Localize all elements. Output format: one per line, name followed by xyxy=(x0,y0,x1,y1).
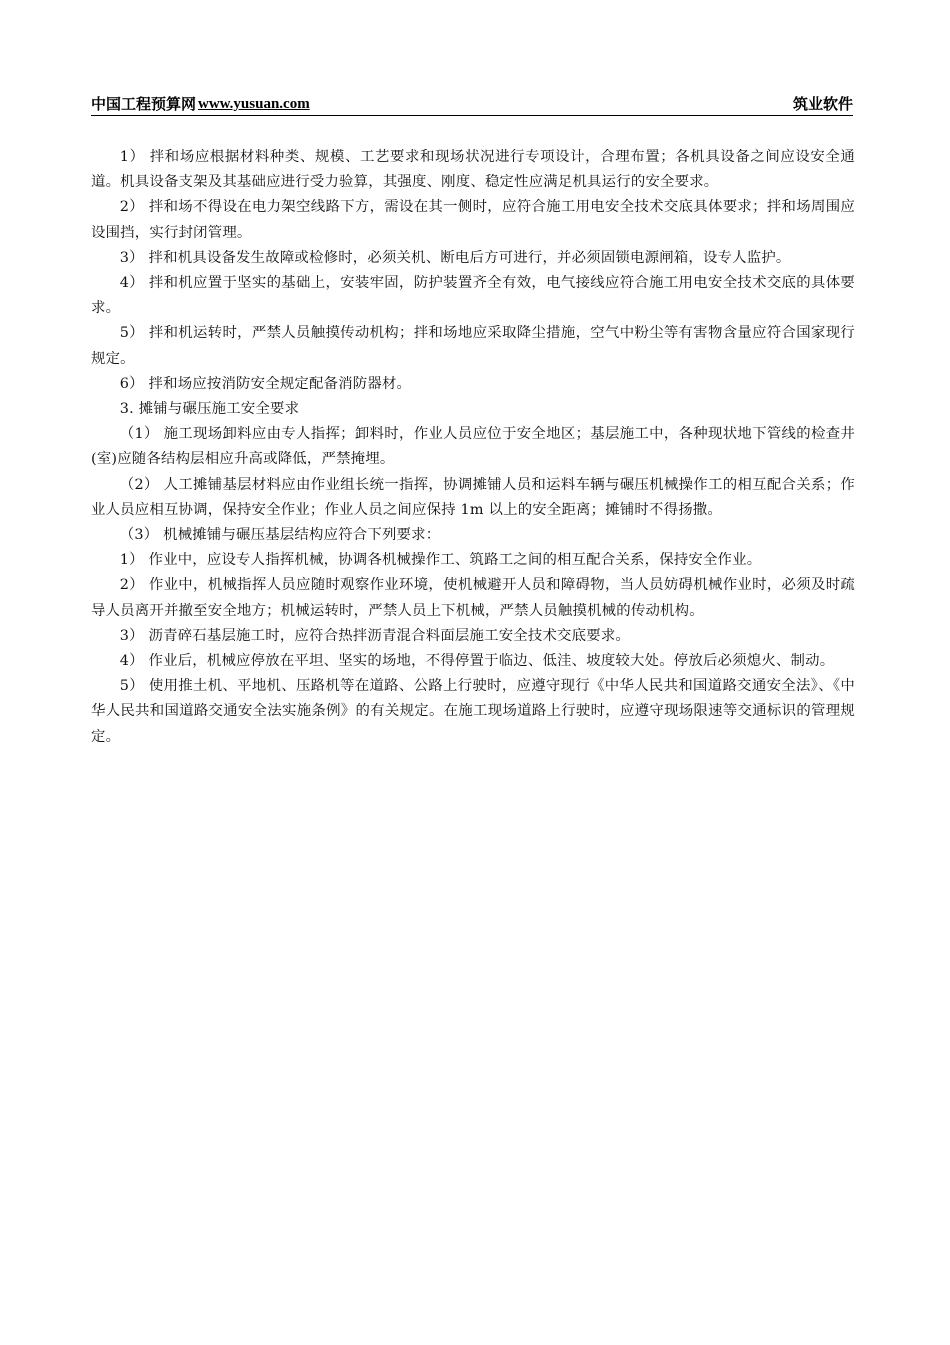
paragraph-2: 2） 拌和场不得设在电力架空线路下方，需设在其一侧时，应符合施工用电安全技术交底具体要求；拌和场周围应设围挡，实行封闭管理。 xyxy=(91,199,855,241)
paragraph-14: 5） 使用推土机、平地机、压路机等在道路、公路上行驶时，应遵守现行《中华人民共和国道路交通安全法》、《中华人民共和国道路交通安全法实施条例》的有关规定。在施工现场道路上行驶时，应遵守现场限速等交通标识的管理规定。 xyxy=(91,678,855,745)
paragraph-4: 4） 拌和机应置于坚实的基础上，安装牢固，防护装置齐全有效，电气接线应符合施工用电安全技术交底的具体要求。 xyxy=(91,275,855,317)
paragraph-8: （2） 人工摊铺基层材料应由作业组长统一指挥，协调摊铺人员和运料车辆与碾压机械操作工的相互配合关系；作业人员应相互协调，保持安全作业；作业人员之间应保持 1m 以上的安全距离；摊铺时不得扬撒。 xyxy=(91,476,855,518)
header-brand: 筑业软件 xyxy=(792,95,853,113)
page-header xyxy=(91,92,853,116)
section-heading: 3. 摊铺与碾压施工安全要求 xyxy=(119,401,300,418)
header-url-link[interactable]: www.yusuan.com xyxy=(198,96,310,112)
header-site-name: 中国工程预算网 xyxy=(91,95,197,113)
paragraph-3: 3） 拌和机具设备发生故障或检修时，必须关机、断电后方可进行，并必须固锁电源闸箱，设专人监护。 xyxy=(119,249,791,266)
paragraph-5: 5） 拌和机运转时，严禁人员触摸传动机构；拌和场地应采取降尘措施，空气中粉尘等有害物含量应符合国家现行规定。 xyxy=(91,325,855,367)
paragraph-7: （1） 施工现场卸料应由专人指挥；卸料时，作业人员应位于安全地区；基层施工中，各种现状地下管线的检查井(室)应随各结构层相应升高或降低，严禁掩埋。 xyxy=(91,426,855,468)
paragraph-10: 1） 作业中，应设专人指挥机械，协调各机械操作工、筑路工之间的相互配合关系，保持安全作业。 xyxy=(119,552,762,569)
header-left xyxy=(91,94,310,114)
paragraph-13: 4） 作业后，机械应停放在平坦、坚实的场地，不得停置于临边、低洼、坡度较大处。停放后必须熄火、制动。 xyxy=(119,653,835,670)
paragraph-1: 1） 拌和场应根据材料种类、规模、工艺要求和现场状况进行专项设计，合理布置；各机具设备之间应设安全通道。机具设备支架及其基础应进行受力验算，其强度、刚度、稳定性应满足机具运行的安全要求。 xyxy=(91,149,855,191)
document-body xyxy=(91,145,855,750)
paragraph-11: 2） 作业中，机械指挥人员应随时观察作业环境，使机械避开人员和障碍物，当人员妨碍机械作业时，必须及时疏导人员离开并撤至安全地方；机械运转时，严禁人员上下机械，严禁人员触摸机械的传动机构。 xyxy=(91,577,855,619)
paragraph-6: 6） 拌和场应按消防安全规定配备消防器材。 xyxy=(119,375,412,392)
paragraph-9: （3） 机械摊铺与碾压基层结构应符合下列要求： xyxy=(119,527,441,544)
paragraph-12: 3） 沥青碎石基层施工时，应符合热拌沥青混合料面层施工安全技术交底要求。 xyxy=(119,627,631,644)
